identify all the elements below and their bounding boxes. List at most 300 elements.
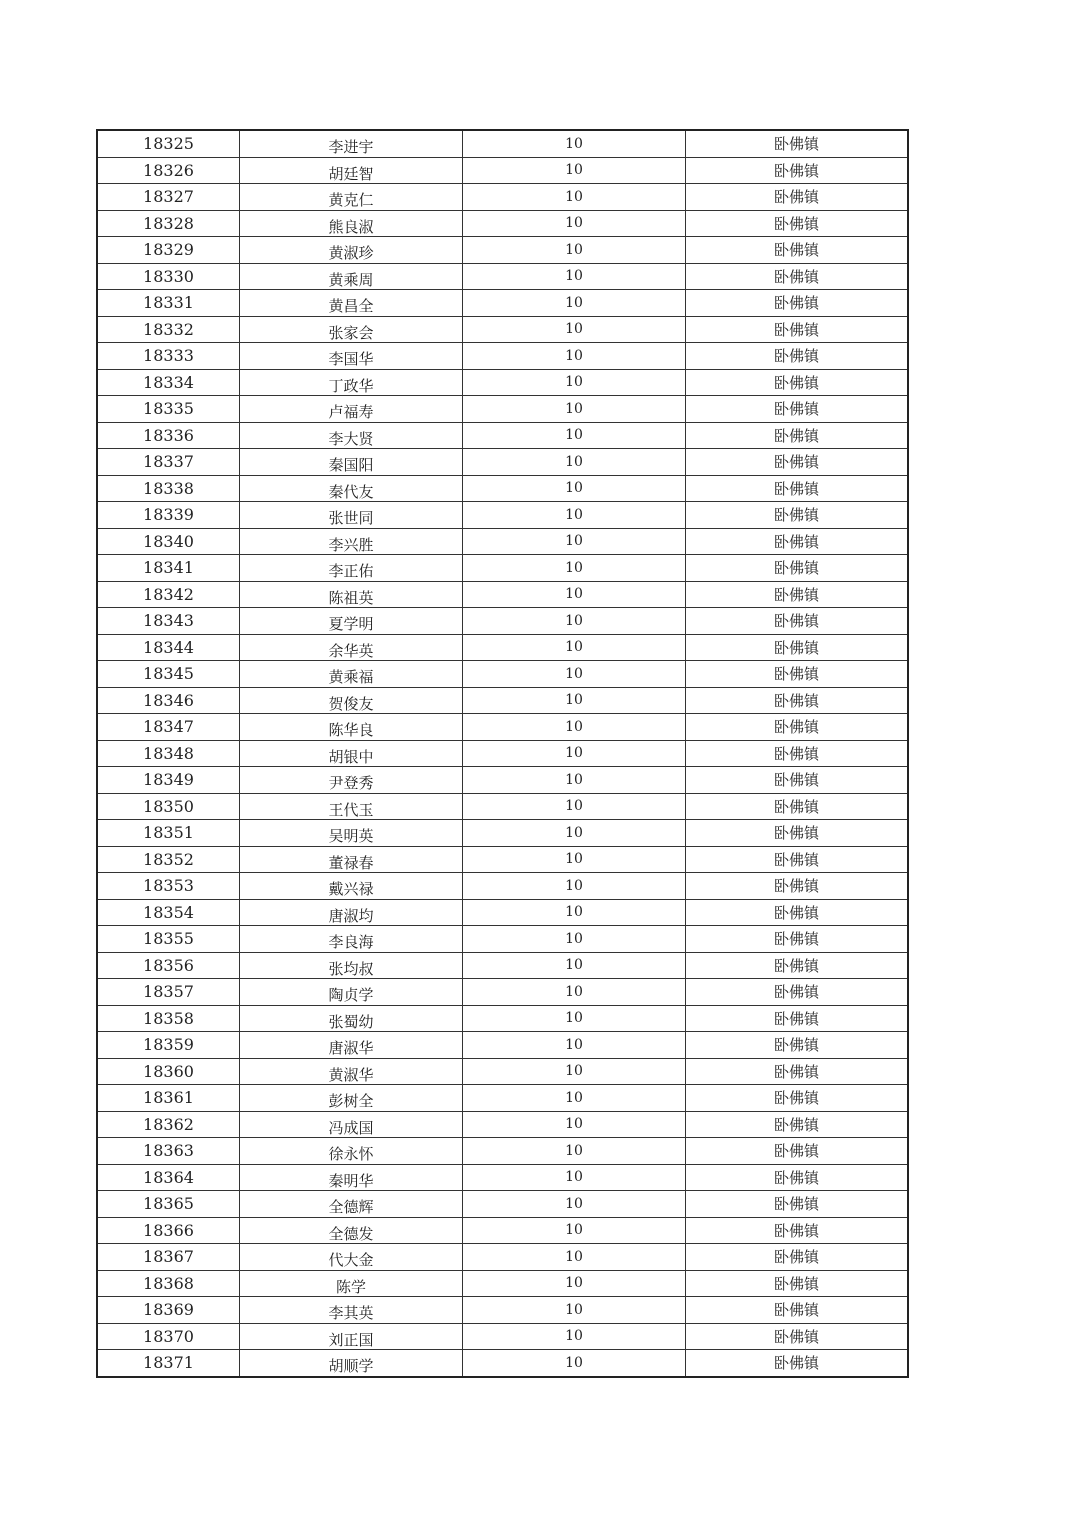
row-amount-cell [463,1164,686,1191]
row-amount-cell-text: 10 [565,1301,583,1318]
row-amount-cell [463,1323,686,1350]
row-amount-cell [463,634,686,661]
row-town-cell-text: 卧佛镇 [773,612,819,631]
row-town-cell [686,422,909,449]
row-town-cell-text: 卧佛镇 [773,850,819,869]
row-town-cell-text: 卧佛镇 [773,903,819,922]
row-amount-cell-text: 10 [565,957,583,974]
row-town-cell [686,608,909,635]
row-town-cell-text: 卧佛镇 [773,1274,819,1293]
row-id-cell-text: 18334 [143,372,194,392]
row-amount-cell [463,740,686,767]
row-id-cell [97,1350,240,1377]
row-town-cell-text: 卧佛镇 [773,744,819,763]
row-amount-cell [463,952,686,979]
row-town-cell [686,1297,909,1324]
row-id-cell [97,687,240,714]
row-id-cell [97,952,240,979]
row-id-cell [97,502,240,529]
row-id-cell [97,130,240,157]
row-id-cell-text: 18370 [143,1326,194,1346]
row-name-cell [240,1005,463,1032]
row-town-cell-text: 卧佛镇 [773,1248,819,1267]
row-name-cell-text: 黄克仁 [328,191,374,210]
row-name-cell [240,184,463,211]
row-id-cell-text: 18347 [143,717,194,737]
row-name-cell-text: 吴明英 [328,827,374,846]
row-name-cell [240,316,463,343]
row-amount-cell [463,1191,686,1218]
row-id-cell [97,1085,240,1112]
row-town-cell-text: 卧佛镇 [773,665,819,684]
row-amount-cell [463,422,686,449]
row-name-cell [240,1058,463,1085]
row-name-cell [240,740,463,767]
row-id-cell [97,1005,240,1032]
table-row [97,263,908,290]
row-amount-cell [463,237,686,264]
row-name-cell [240,1164,463,1191]
row-name-cell [240,263,463,290]
row-amount-cell [463,1085,686,1112]
row-town-cell-text: 卧佛镇 [773,638,819,657]
table-row [97,952,908,979]
row-amount-cell-text: 10 [565,1010,583,1027]
row-name-cell-text: 丁政华 [328,376,374,395]
row-id-cell [97,237,240,264]
row-name-cell-text: 代大金 [328,1251,374,1270]
row-name-cell-text: 秦明华 [328,1171,374,1190]
row-name-cell [240,210,463,237]
row-id-cell-text: 18330 [143,266,194,286]
row-town-cell-text: 卧佛镇 [773,983,819,1002]
row-id-cell [97,422,240,449]
row-id-cell-text: 18332 [143,319,194,339]
row-id-cell-text: 18345 [143,664,194,684]
row-id-cell-text: 18326 [143,160,194,180]
row-amount-cell-text: 10 [565,321,583,338]
row-town-cell [686,899,909,926]
row-town-cell-text: 卧佛镇 [773,241,819,260]
row-amount-cell [463,343,686,370]
row-amount-cell [463,1270,686,1297]
table-row [97,290,908,317]
row-town-cell [686,793,909,820]
row-town-cell [686,210,909,237]
row-id-cell [97,263,240,290]
row-amount-cell [463,846,686,873]
row-name-cell-text: 张均叔 [328,959,374,978]
row-name-cell-text: 刘正国 [328,1330,374,1349]
table-row [97,1032,908,1059]
row-name-cell-text: 全德发 [328,1224,374,1243]
row-name-cell [240,687,463,714]
row-id-cell-text: 18367 [143,1247,194,1267]
table-row [97,475,908,502]
row-amount-cell [463,820,686,847]
row-amount-cell [463,793,686,820]
row-id-cell [97,846,240,873]
row-id-cell [97,926,240,953]
row-name-cell [240,926,463,953]
row-amount-cell-text: 10 [565,480,583,497]
row-name-cell-text: 胡银中 [328,747,374,766]
row-id-cell-text: 18339 [143,505,194,525]
row-name-cell-text: 陈祖英 [328,588,374,607]
row-town-cell-text: 卧佛镇 [773,453,819,472]
row-id-cell [97,396,240,423]
row-town-cell [686,1032,909,1059]
row-town-cell-text: 卧佛镇 [773,373,819,392]
row-town-cell [686,661,909,688]
row-amount-cell [463,714,686,741]
row-id-cell [97,290,240,317]
row-amount-cell-text: 10 [565,506,583,523]
row-name-cell [240,873,463,900]
row-id-cell [97,1297,240,1324]
row-town-cell-text: 卧佛镇 [773,1221,819,1240]
row-amount-cell-text: 10 [565,877,583,894]
row-town-cell [686,1111,909,1138]
row-amount-cell [463,1005,686,1032]
table-row [97,873,908,900]
row-town-cell [686,290,909,317]
table-row [97,899,908,926]
row-amount-cell [463,1138,686,1165]
row-name-cell [240,1323,463,1350]
row-amount-cell-text: 10 [565,241,583,258]
row-town-cell [686,1323,909,1350]
row-town-cell-text: 卧佛镇 [773,214,819,233]
row-id-cell-text: 18362 [143,1114,194,1134]
table-row [97,1270,908,1297]
row-amount-cell-text: 10 [565,1328,583,1345]
row-id-cell [97,899,240,926]
row-amount-cell [463,1111,686,1138]
row-name-cell [240,1217,463,1244]
row-town-cell-text: 卧佛镇 [773,824,819,843]
row-amount-cell-text: 10 [565,904,583,921]
table-row [97,687,908,714]
table-row [97,184,908,211]
row-id-cell-text: 18368 [143,1273,194,1293]
table-row [97,130,908,157]
row-amount-cell-text: 10 [565,347,583,364]
row-name-cell [240,449,463,476]
row-town-cell-text: 卧佛镇 [773,294,819,313]
row-name-cell-text: 张世同 [328,509,374,528]
row-amount-cell-text: 10 [565,188,583,205]
row-town-cell-text: 卧佛镇 [773,585,819,604]
row-name-cell-text: 陈学 [335,1277,366,1296]
row-id-cell-text: 18360 [143,1061,194,1081]
row-name-cell-text: 黄淑华 [328,1065,374,1084]
row-id-cell-text: 18357 [143,982,194,1002]
row-amount-cell-text: 10 [565,559,583,576]
row-town-cell [686,237,909,264]
row-town-cell [686,1164,909,1191]
row-town-cell [686,767,909,794]
row-id-cell [97,555,240,582]
row-town-cell-text: 卧佛镇 [773,1327,819,1346]
table-row [97,979,908,1006]
row-name-cell [240,661,463,688]
row-id-cell [97,634,240,661]
row-town-cell [686,184,909,211]
row-town-cell [686,1217,909,1244]
row-name-cell [240,767,463,794]
row-town-cell [686,1138,909,1165]
row-name-cell [240,1270,463,1297]
table-row [97,528,908,555]
row-name-cell-text: 陈华良 [328,721,374,740]
row-id-cell [97,449,240,476]
row-id-cell-text: 18353 [143,876,194,896]
row-name-cell-text: 陶贞学 [328,986,374,1005]
row-town-cell [686,316,909,343]
row-amount-cell-text: 10 [565,1142,583,1159]
table-row [97,157,908,184]
row-amount-cell-text: 10 [565,268,583,285]
table-row [97,396,908,423]
row-town-cell-text: 卧佛镇 [773,771,819,790]
row-id-cell [97,820,240,847]
row-amount-cell-text: 10 [565,1248,583,1265]
row-amount-cell-text: 10 [565,824,583,841]
row-town-cell [686,157,909,184]
row-amount-cell-text: 10 [565,1169,583,1186]
row-name-cell [240,343,463,370]
row-id-cell-text: 18355 [143,929,194,949]
row-amount-cell-text: 10 [565,983,583,1000]
row-town-cell-text: 卧佛镇 [773,479,819,498]
row-town-cell [686,502,909,529]
row-id-cell-text: 18325 [143,134,194,154]
row-town-cell-text: 卧佛镇 [773,1168,819,1187]
row-id-cell [97,979,240,1006]
table-row [97,1111,908,1138]
row-name-cell [240,1032,463,1059]
row-name-cell [240,1138,463,1165]
row-amount-cell-text: 10 [565,1275,583,1292]
row-town-cell [686,528,909,555]
row-amount-cell [463,926,686,953]
row-name-cell [240,820,463,847]
table-row [97,422,908,449]
row-amount-cell [463,873,686,900]
row-town-cell-text: 卧佛镇 [773,400,819,419]
row-id-cell [97,184,240,211]
row-town-cell-text: 卧佛镇 [773,320,819,339]
row-id-cell-text: 18337 [143,452,194,472]
row-town-cell-text: 卧佛镇 [773,188,819,207]
table-row [97,740,908,767]
row-name-cell-text: 张家会 [328,323,374,342]
row-name-cell-text: 熊良淑 [328,217,374,236]
row-name-cell [240,237,463,264]
row-town-cell-text: 卧佛镇 [773,1354,819,1373]
row-id-cell [97,343,240,370]
row-id-cell [97,1032,240,1059]
row-name-cell-text: 李进宇 [328,138,374,157]
row-name-cell [240,1085,463,1112]
row-id-cell [97,1191,240,1218]
table-row [97,846,908,873]
row-amount-cell-text: 10 [565,612,583,629]
table-row [97,661,908,688]
row-amount-cell-text: 10 [565,1222,583,1239]
row-amount-cell [463,396,686,423]
row-name-cell-text: 余华英 [328,641,374,660]
row-id-cell [97,740,240,767]
row-name-cell-text: 唐淑华 [328,1039,374,1058]
row-town-cell-text: 卧佛镇 [773,426,819,445]
row-town-cell-text: 卧佛镇 [773,1062,819,1081]
row-name-cell-text: 秦代友 [328,482,374,501]
row-name-cell [240,475,463,502]
row-town-cell [686,1085,909,1112]
table-row [97,1297,908,1324]
row-name-cell [240,979,463,1006]
row-amount-cell-text: 10 [565,771,583,788]
row-name-cell [240,555,463,582]
row-town-cell-text: 卧佛镇 [773,506,819,525]
table-row [97,237,908,264]
row-town-cell [686,581,909,608]
row-id-cell [97,1323,240,1350]
row-name-cell-text: 黄乘福 [328,668,374,687]
row-id-cell [97,767,240,794]
row-id-cell-text: 18359 [143,1035,194,1055]
row-town-cell [686,846,909,873]
row-amount-cell [463,1032,686,1059]
row-name-cell-text: 董禄春 [328,853,374,872]
row-amount-cell-text: 10 [565,162,583,179]
row-id-cell-text: 18344 [143,637,194,657]
row-town-cell [686,952,909,979]
row-amount-cell [463,502,686,529]
row-amount-cell [463,767,686,794]
row-id-cell-text: 18342 [143,584,194,604]
row-amount-cell-text: 10 [565,294,583,311]
row-town-cell-text: 卧佛镇 [773,1089,819,1108]
row-id-cell-text: 18341 [143,558,194,578]
row-town-cell [686,475,909,502]
table-row [97,1058,908,1085]
row-town-cell [686,634,909,661]
row-name-cell-text: 王代玉 [328,800,374,819]
row-amount-cell [463,687,686,714]
table-body [97,130,908,1377]
row-id-cell-text: 18351 [143,823,194,843]
row-id-cell-text: 18354 [143,902,194,922]
row-name-cell [240,608,463,635]
row-name-cell-text: 黄昌全 [328,297,374,316]
table-row [97,926,908,953]
row-amount-cell-text: 10 [565,1089,583,1106]
row-amount-cell [463,528,686,555]
row-amount-cell [463,979,686,1006]
row-amount-cell-text: 10 [565,533,583,550]
row-amount-cell [463,130,686,157]
row-amount-cell-text: 10 [565,374,583,391]
row-amount-cell-text: 10 [565,1036,583,1053]
row-town-cell [686,687,909,714]
row-town-cell [686,1005,909,1032]
row-id-cell [97,873,240,900]
row-amount-cell [463,316,686,343]
table-row [97,1164,908,1191]
row-amount-cell-text: 10 [565,639,583,656]
row-name-cell [240,396,463,423]
row-id-cell [97,157,240,184]
row-town-cell [686,1191,909,1218]
row-name-cell [240,846,463,873]
row-name-cell-text: 李国华 [328,350,374,369]
row-amount-cell [463,1244,686,1271]
row-name-cell-text: 李其英 [328,1304,374,1323]
table-row [97,634,908,661]
row-town-cell-text: 卧佛镇 [773,718,819,737]
row-id-cell-text: 18371 [143,1353,194,1373]
row-town-cell-text: 卧佛镇 [773,1301,819,1320]
row-name-cell [240,157,463,184]
row-amount-cell-text: 10 [565,427,583,444]
row-name-cell [240,290,463,317]
row-amount-cell-text: 10 [565,745,583,762]
row-town-cell-text: 卧佛镇 [773,532,819,551]
row-name-cell [240,952,463,979]
table-row [97,343,908,370]
row-id-cell-text: 18369 [143,1300,194,1320]
row-town-cell [686,740,909,767]
row-id-cell [97,793,240,820]
row-id-cell-text: 18340 [143,531,194,551]
row-name-cell [240,422,463,449]
row-town-cell [686,873,909,900]
row-amount-cell-text: 10 [565,930,583,947]
row-name-cell-text: 卢福寿 [328,403,374,422]
row-amount-cell [463,1350,686,1377]
row-town-cell-text: 卧佛镇 [773,930,819,949]
table-row [97,1138,908,1165]
table-row [97,820,908,847]
row-name-cell [240,130,463,157]
row-amount-cell [463,475,686,502]
row-amount-cell [463,1217,686,1244]
row-id-cell-text: 18363 [143,1141,194,1161]
table-row [97,1244,908,1271]
row-town-cell-text: 卧佛镇 [773,1195,819,1214]
row-amount-cell [463,1297,686,1324]
row-id-cell-text: 18350 [143,796,194,816]
row-amount-cell-text: 10 [565,692,583,709]
row-town-cell [686,1244,909,1271]
row-town-cell-text: 卧佛镇 [773,956,819,975]
table-row [97,1005,908,1032]
row-town-cell [686,449,909,476]
row-town-cell [686,714,909,741]
row-name-cell [240,581,463,608]
row-amount-cell [463,263,686,290]
row-id-cell-text: 18328 [143,213,194,233]
row-id-cell-text: 18365 [143,1194,194,1214]
data-table [96,129,909,1378]
row-id-cell-text: 18331 [143,293,194,313]
row-id-cell-text: 18327 [143,187,194,207]
row-name-cell-text: 戴兴禄 [328,880,374,899]
row-amount-cell [463,1058,686,1085]
